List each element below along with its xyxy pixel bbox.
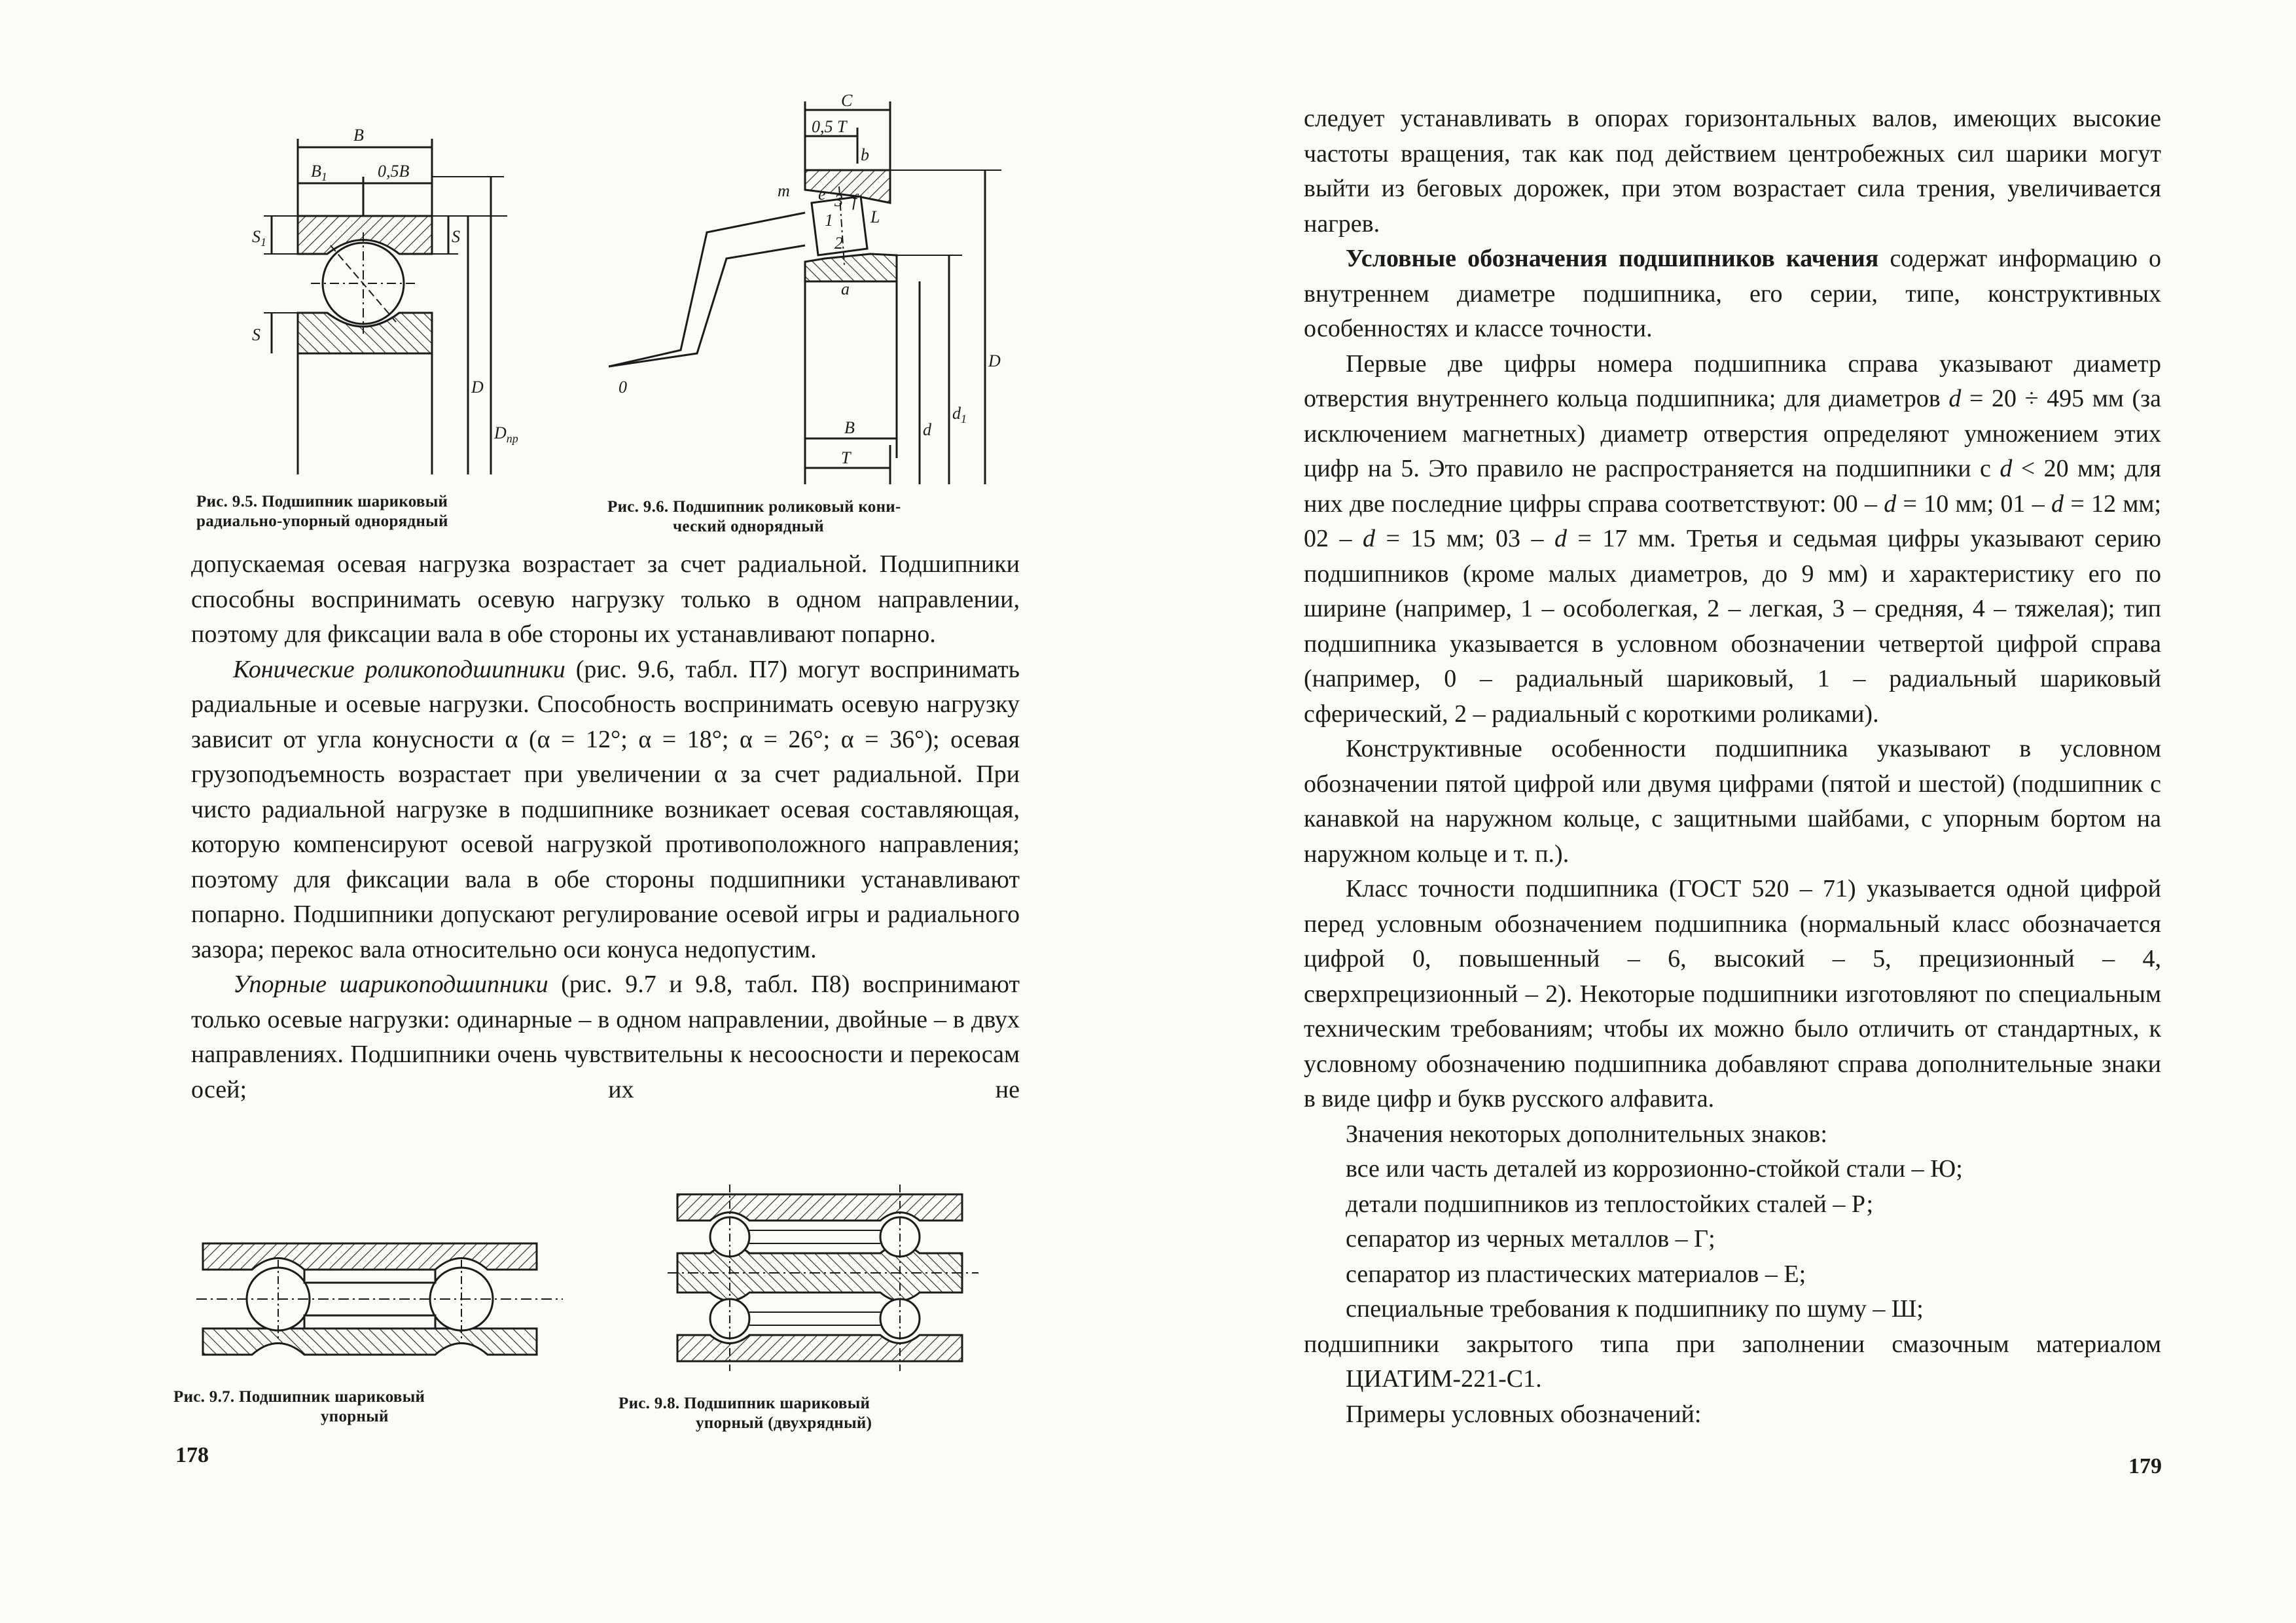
fig-9-5-label-half-B: 0,5B [378,162,410,181]
fig-9-6-label-f: f [852,191,857,210]
fig-9-6-label-2: 2 [834,234,843,253]
fig-9-6-label-m: m [778,181,790,200]
text-run: сепаратор из пластических материалов – Е; [1346,1260,1806,1288]
paragraph [1304,1187,2161,1222]
fig-9-6-label-3: 3 [834,191,843,210]
paragraph [1304,1222,2161,1257]
text-run: все или часть деталей из коррозионно-стойкой стали – Ю; [1346,1155,1963,1183]
paragraph [1304,1257,2161,1293]
text-run: = 12 мм; 02 – [1304,490,2161,552]
figure-9-5-caption [196,492,589,531]
fig-9-6-label-C: C [841,92,853,110]
fig-9-5-label-S-lower: S [252,325,260,344]
text-run: = 15 мм; 03 – [1374,525,1554,552]
text-run: < 20 мм; для них две последние цифры справа соответствуют: 00 – [1304,455,2161,518]
caption-line: Рис. 9.8. Подшипник шариковый [619,1395,870,1412]
fig-9-6-label-1: 1 [825,211,833,230]
paragraph [1304,1397,2161,1433]
italic-term: Конические роликоподшипники [233,655,565,683]
text-run: Значения некоторых дополнительных знаков: [1346,1120,1827,1148]
right-page [1148,0,2296,1623]
paragraph [1304,1117,2161,1152]
text-run: Конструктивные особенности подшипника указывают в условном обозначении пятой цифрой или двумя цифрами (пятой и шестой) (подшипник с канавкой на наружном кольце, с защитными шайбами, с упорным бортом на наружном кольце и т. п.). [1304,735,2161,868]
fig-9-6-label-B: B [844,418,855,437]
fig-9-5-label-Dpr: $D_{пр}$ [494,423,518,445]
fig-9-6-label-e: e [818,185,826,204]
italic-term: d [1948,385,1962,412]
text-run: = 17 мм. Третья и седьмая цифры указывают серию подшипников (кроме малых диаметров, до 9 мм) и характеристику его по ширине (например, 1 – особолегкая, 2 – легкая, 3 – средняя, 4 – тяжелая); тип подшипника указывается в условном обозначении четвертой цифрой справа (например, 0 – радиальный шариковый, 1 – радиальный шариковый сферический, 2 – радиальный с короткими роликами). [1304,525,2161,728]
fig-9-5-label-B: B [353,126,364,145]
italic-term: d [1554,525,1567,552]
fig-9-6-label-D: D [988,351,1001,370]
figure-9-6-caption [607,497,1026,537]
italic-term: d [2051,490,2064,518]
fig-9-6-label-d: d [923,420,931,439]
figure-9-6-drawing [609,92,1028,497]
caption-line: ческий однорядный [673,518,824,535]
paragraph [1304,872,2161,1117]
text-run: Первые две цифры номера подшипника справа указывают диаметр отверстия внутреннего кольца подшипника; для диаметров [1304,349,2161,412]
text-run: специальные требования к подшипнику по шуму – Ш; [1346,1295,1924,1323]
figure-9-5 [232,111,520,478]
text-run: подшипники закрытого типа при заполнении смазочным материалом ЦИАТИМ-221-С1. [1304,1330,2161,1393]
text-run: детали подшипников из теплостойких сталей – Р; [1346,1190,1873,1218]
caption-line: радиально-упорный однорядный [196,512,448,530]
text-run: = 10 мм; 01 – [1896,490,2052,518]
fig-9-5-label-S: S [452,227,460,246]
italic-term: d [1362,525,1375,552]
text-run: допускаемая осевая нагрузка возрастает за счет радиальной. Подшипники способны воспринимать осевую нагрузку только в одном направлении, поэтому для фиксации вала в обе стороны их устанавливают попарно. [191,550,1020,648]
fig-9-6-label-a: a [841,279,850,298]
italic-term: d [2000,455,2013,482]
caption-line: Рис. 9.6. Подшипник роликовый кони- [607,498,901,516]
left-page-body-text [191,547,1020,1107]
figure-9-5-drawing [232,111,520,478]
italic-term: Упорные шарикоподшипники [233,971,548,998]
text-run: следует устанавливать в опорах горизонтальных валов, имеющих высокие частоты вращения, так как под действием центробежных сил шарики могут выйти из беговых дорожек, при этом возрастает сила трения, увеличивается нагрев. [1304,105,2161,238]
paragraph [1304,101,2161,241]
caption-line: Рис. 9.7. Подшипник шариковый [173,1388,425,1406]
fig-9-6-label-d1: $d_1$ [952,404,967,425]
paragraph [1304,347,2161,732]
figure-9-7-caption [173,1387,553,1427]
paragraph [1304,1152,2161,1187]
figure-9-8-drawing [668,1185,982,1374]
caption-line: упорный (двухрядный) [696,1414,872,1432]
text-run: (рис. 9.7 и 9.8, табл. П8) воспринимают только осевые нагрузки: одинарные – в одном направлении, двойные – в двух направлениях. Подшипники очень чувствительны к несоосности и перекосам осей; их не [191,971,1020,1103]
paragraph [191,967,1020,1107]
figure-9-6 [609,92,1028,497]
page-number-right: 179 [2128,1454,2162,1478]
figure-9-7-drawing [196,1224,563,1374]
figure-9-8 [668,1185,982,1374]
paragraph [1304,1292,2161,1327]
fig-9-6-label-0: 0 [619,378,627,397]
fig-9-6-label-b: b [861,145,869,164]
figure-9-8-caption [619,1394,1024,1433]
text-run: = 20 ÷ 495 мм (за исключением магнетных) диаметр отверстия определяют умножением этих цифр на 5. Это правило не распространяется на подшипники с [1304,385,2161,482]
text-run: содержат информацию о внутреннем диаметре подшипника, его серии, типе, конструктивных особенностях и классе точности. [1304,245,2161,342]
paragraph [1304,241,2161,347]
fig-9-5-label-B1: $B_1$ [311,162,327,183]
fig-9-5-label-D: D [471,378,484,397]
right-page-body-text [1304,101,2161,1432]
paragraph [191,547,1020,652]
fig-9-5-label-S1: $S_1$ [252,227,266,249]
caption-line: упорный [321,1408,389,1425]
text-run: Класс точности подшипника (ГОСТ 520 – 71) указывается одной цифрой перед условным обозначением подшипника (нормальный класс обозначается цифрой 0, повышенный – 6, высокий – 5, прецизионный – 4, сверхпрецизионный – 2). Некоторые подшипники изготовляют по специальным техническим требованиям; чтобы их можно было отличить от стандартных, к условному обозначению подшипника добавляют справа дополнительные знаки в виде цифр и букв русского алфавита. [1304,875,2161,1113]
fig-9-6-label-L: L [870,207,880,226]
paragraph [1304,1327,2161,1397]
text-run: (рис. 9.6, табл. П7) могут воспринимать радиальные и осевые нагрузки. Способность воспринимать осевую нагрузку зависит от угла конусности α (α = 12°; α = 18°; α = 26°; α = 36°); осевая грузоподъемность возрастает при увеличении α за счет радиальной. При чисто радиальной нагрузке в подшипнике возникает осевая составляющая, которую компенсируют осевой нагрузкой противоположного направления; поэтому для фиксации вала в обе стороны подшипники устанавливают попарно. Подшипники допускают регулирование осевой игры и радиального зазора; перекос вала относительно оси конуса недопустим. [191,655,1020,963]
text-run: Примеры условных обозначений: [1346,1400,1702,1428]
fig-9-6-label-half-T: 0,5 T [812,117,847,136]
fig-9-6-label-T: T [841,448,851,467]
page-number-left: 178 [175,1443,209,1467]
paragraph [1304,732,2161,872]
figure-9-7 [196,1224,563,1374]
caption-line: Рис. 9.5. Подшипник шариковый [196,493,448,510]
paragraph [191,652,1020,968]
bold-term: Условные обозначения подшипников качения [1346,245,1879,272]
italic-term: d [1884,490,1897,518]
text-run: сепаратор из черных металлов – Г; [1346,1225,1715,1253]
